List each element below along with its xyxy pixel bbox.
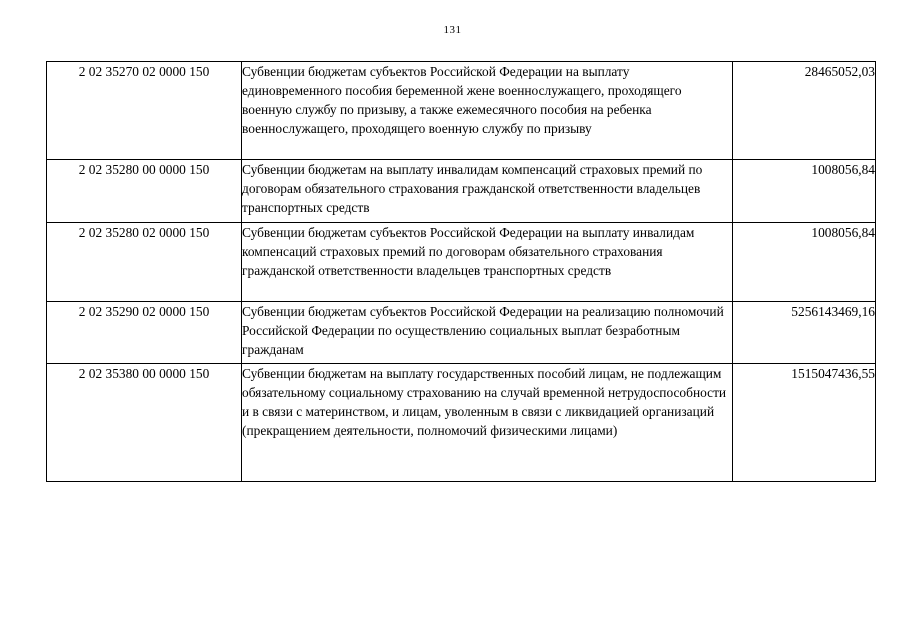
- budget-code: 2 02 35280 02 0000 150: [47, 223, 242, 302]
- table-row: [47, 364, 876, 482]
- budget-amount: 1515047436,55: [733, 364, 876, 482]
- budget-description: Субвенции бюджетам субъектов Российской Федерации на выплату инвалидам компенсаций страховых премий по договорам обязательного страхования гражданской ответственности владельцев транспортных средств: [242, 223, 733, 302]
- budget-amount: 28465052,03: [733, 62, 876, 160]
- budget-code: 2 02 35270 02 0000 150: [47, 62, 242, 160]
- budget-code: 2 02 35280 00 0000 150: [47, 160, 242, 223]
- budget-amount: 1008056,84: [733, 160, 876, 223]
- budget-description: Субвенции бюджетам субъектов Российской Федерации на выплату единовременного пособия беременной жене военнослужащего, проходящего военную службу по призыву, а также ежемесячного пособия на ребенка военнослужащего, проходящего военную службу по призыву: [242, 62, 733, 160]
- table-row: [47, 160, 876, 223]
- budget-code: 2 02 35380 00 0000 150: [47, 364, 242, 482]
- table-row: [47, 223, 876, 302]
- budget-description: Субвенции бюджетам на выплату государственных пособий лицам, не подлежащим обязательному социальному страхованию на случай временной нетрудоспособности и в связи с материнством, и лицам, уволенным в связи с ликвидацией организаций (прекращением деятельности, полномочий физическими лицами): [242, 364, 733, 482]
- table-row: [47, 302, 876, 364]
- table-row: [47, 62, 876, 160]
- budget-description: Субвенции бюджетам на выплату инвалидам компенсаций страховых премий по договорам обязательного страхования гражданской ответственности владельцев транспортных средств: [242, 160, 733, 223]
- budget-amount: 1008056,84: [733, 223, 876, 302]
- budget-code: 2 02 35290 02 0000 150: [47, 302, 242, 364]
- page-number: 131: [443, 24, 462, 36]
- budget-table: [46, 61, 876, 482]
- budget-amount: 5256143469,16: [733, 302, 876, 364]
- budget-description: Субвенции бюджетам субъектов Российской Федерации на реализацию полномочий Российской Федерации по осуществлению социальных выплат безработным гражданам: [242, 302, 733, 364]
